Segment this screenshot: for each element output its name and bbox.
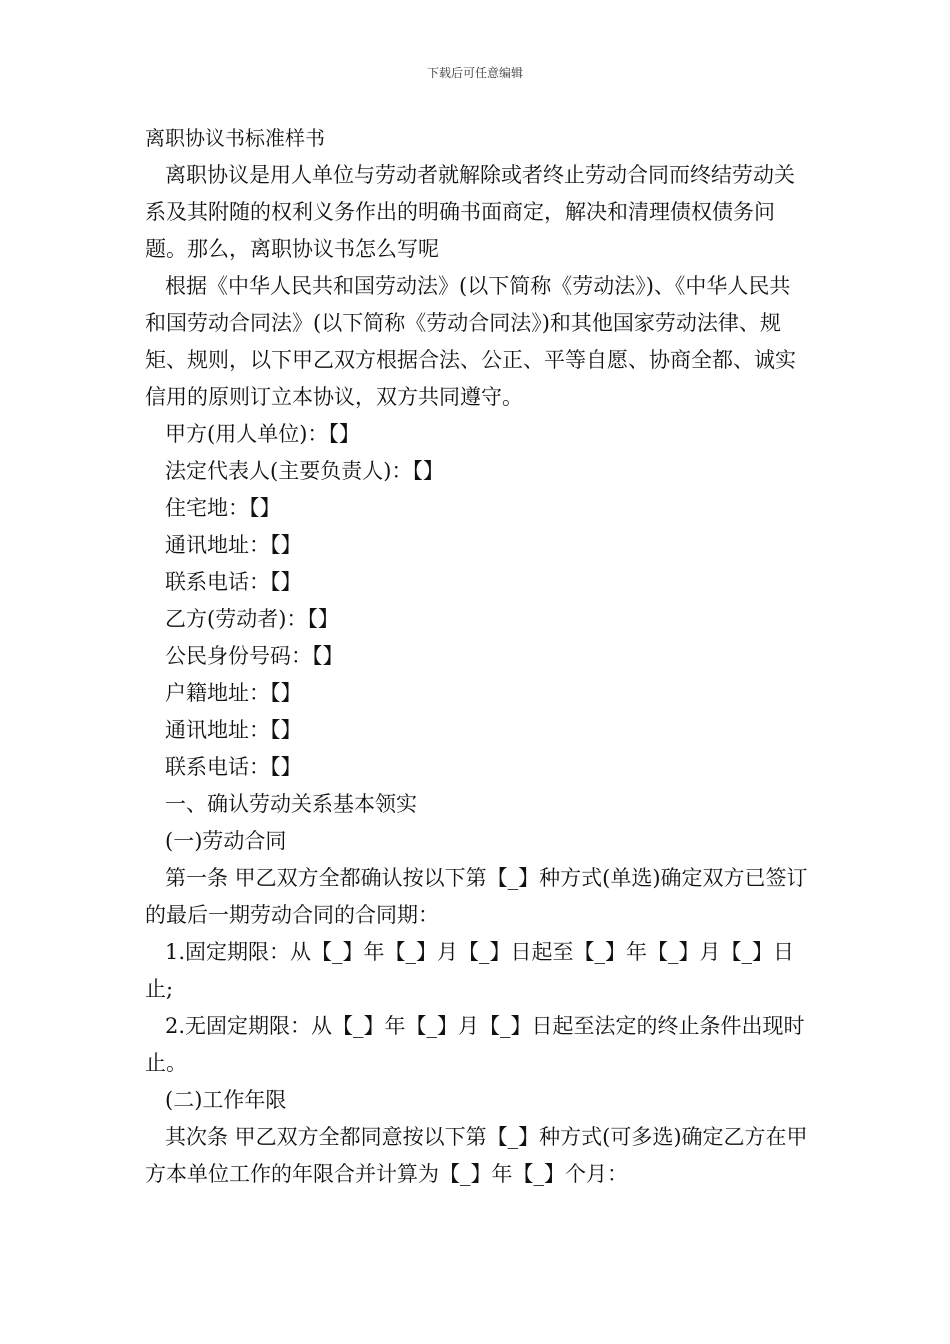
party-a-address: 通讯地址：【】 — [165, 533, 302, 557]
party-b-id-number: 公民身份号码：【】 — [165, 644, 344, 668]
party-b-name: 乙方(劳动者)：【】 — [165, 607, 339, 631]
party-a-name: 甲方(用人单位)：【】 — [165, 422, 360, 446]
article-2: 其次条 甲乙双方全都同意按以下第【_】种方式(可多选)确定乙方在甲方本单位工作的年限合并计算为【_】年【_】个月： — [145, 1125, 808, 1186]
subsection-work-years: (二)工作年限 — [165, 1088, 287, 1112]
option-open-term: 2.无固定期限：从【_】年【_】月【_】日起至法定的终止条件出现时止。 — [145, 1014, 805, 1075]
party-a-fields — [145, 416, 810, 601]
article-1: 第一条 甲乙双方全都确认按以下第【_】种方式(单选)确定双方已签订的最后一期劳动合同的合同期： — [145, 866, 808, 927]
option-fixed-term: 1.固定期限：从【_】年【_】月【_】日起至【_】年【_】月【_】日止; — [145, 940, 795, 1001]
intro-paragraph: 离职协议是用人单位与劳动者就解除或者终止劳动合同而终结劳动关系及其附随的权利义务作出的明确书面商定，解决和清理债权债务问题。那么，离职协议书怎么写呢 — [145, 163, 795, 261]
section-1-title: 一、确认劳动关系基本领实 — [165, 792, 417, 816]
party-b-fields — [145, 601, 810, 786]
document-body — [145, 120, 810, 1193]
party-a-residence: 住宅地：【】 — [165, 496, 281, 520]
document-title: 离职协议书标准样书 — [145, 126, 325, 150]
basis-paragraph: 根据《中华人民共和国劳动法》(以下简称《劳动法》)、《中华人民共和国劳动合同法》(以下简称《劳动合同法》)和其他国家劳动法律、规矩、规则，以下甲乙双方根据合法、公正、平等自愿、协商全都、诚实信用的原则订立本协议，双方共同遵守。 — [145, 274, 796, 409]
party-b-address: 通讯地址：【】 — [165, 718, 302, 742]
party-b-household-address: 户籍地址：【】 — [165, 681, 302, 705]
party-a-representative: 法定代表人(主要负责人)：【】 — [165, 459, 444, 483]
subsection-labor-contract: (一)劳动合同 — [165, 829, 287, 853]
party-b-phone: 联系电话：【】 — [165, 755, 302, 779]
party-a-phone: 联系电话：【】 — [165, 570, 302, 594]
page-header: 下载后可任意编辑 — [426, 66, 523, 80]
